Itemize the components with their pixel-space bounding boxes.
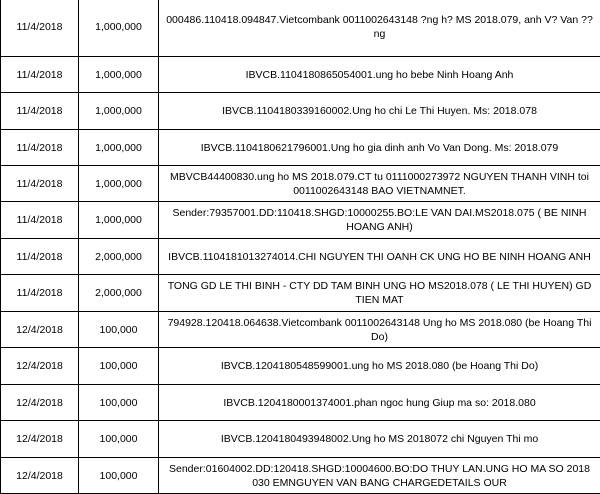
table-row [1,0,600,57]
table-row [1,166,600,202]
date-cell: 11/4/2018 [1,57,79,93]
date-cell: 11/4/2018 [1,93,79,130]
date-cell: 11/4/2018 [1,130,79,166]
amount-cell: 1,000,000 [79,57,159,93]
description-cell: Sender:01604002.DD:120418.SHGD:10004600.BO:DO THUY LAN.UNG HO MA SO 2018 030 EMNGUYEN VAN BANG CHARGEDETAILS OUR [159,458,600,494]
table-row [1,239,600,275]
table-row [1,312,600,348]
description-cell: IBVCB.1204180493948002.Ung ho MS 2018072 chi Nguyen Thi mo [159,421,600,458]
amount-cell: 1,000,000 [79,166,159,202]
description-cell: MBVCB44400830.ung ho MS 2018.079.CT tu 0111000273972 NGUYEN THANH VINH toi 0011002643148 BAO VIETNAMNET. [159,166,600,202]
date-cell: 12/4/2018 [1,385,79,421]
description-cell: IBVCB.1204180548599001.ung ho MS 2018.080 (be Hoang Thi Do) [159,348,600,385]
table-row [1,93,600,130]
table-row [1,385,600,421]
amount-cell: 100,000 [79,421,159,458]
date-cell: 12/4/2018 [1,348,79,385]
table-row [1,130,600,166]
date-cell: 11/4/2018 [1,239,79,275]
amount-cell: 100,000 [79,385,159,421]
date-cell: 12/4/2018 [1,458,79,494]
description-cell: IBVCB.1104180865054001.ung ho bebe Ninh Hoang Anh [159,57,600,93]
amount-cell: 1,000,000 [79,93,159,130]
description-cell: 794928.120418.064638.Vietcombank 0011002643148 Ung ho MS 2018.080 (be Hoang Thi Do) [159,312,600,348]
date-cell: 11/4/2018 [1,202,79,239]
amount-cell: 1,000,000 [79,0,159,57]
donation-table-body [1,0,600,494]
description-cell: IBVCB.1104180621796001.Ung ho gia dinh anh Vo Van Dong. Ms: 2018.079 [159,130,600,166]
date-cell: 11/4/2018 [1,0,79,57]
amount-cell: 100,000 [79,312,159,348]
description-cell: IBVCB.1104181013274014.CHI NGUYEN THI OANH CK UNG HO BE NINH HOANG ANH [159,239,600,275]
table-row [1,421,600,458]
table-row [1,275,600,312]
amount-cell: 2,000,000 [79,275,159,312]
amount-cell: 1,000,000 [79,130,159,166]
amount-cell: 100,000 [79,348,159,385]
amount-cell: 2,000,000 [79,239,159,275]
description-cell: IBVCB.1204180001374001.phan ngoc hung Giup ma so: 2018.080 [159,385,600,421]
amount-cell: 100,000 [79,458,159,494]
table-row [1,57,600,93]
table-row [1,458,600,494]
date-cell: 11/4/2018 [1,166,79,202]
date-cell: 12/4/2018 [1,312,79,348]
date-cell: 12/4/2018 [1,421,79,458]
amount-cell: 1,000,000 [79,202,159,239]
description-cell: 000486.110418.094847.Vietcombank 0011002643148 ?ng h? MS 2018.079, anh V? Van ??ng [159,0,600,57]
date-cell: 11/4/2018 [1,275,79,312]
description-cell: TONG GD LE THI BINH - CTY DD TAM BINH UNG HO MS2018.078 ( LE THI HUYEN) GD TIEN MAT [159,275,600,312]
table-row [1,348,600,385]
table-row [1,202,600,239]
description-cell: Sender:79357001.DD:110418.SHGD:10000255.BO:LE VAN DAI.MS2018.075 ( BE NINH HOANG ANH) [159,202,600,239]
description-cell: IBVCB.1104180339160002.Ung ho chi Le Thi Huyen. Ms: 2018.078 [159,93,600,130]
